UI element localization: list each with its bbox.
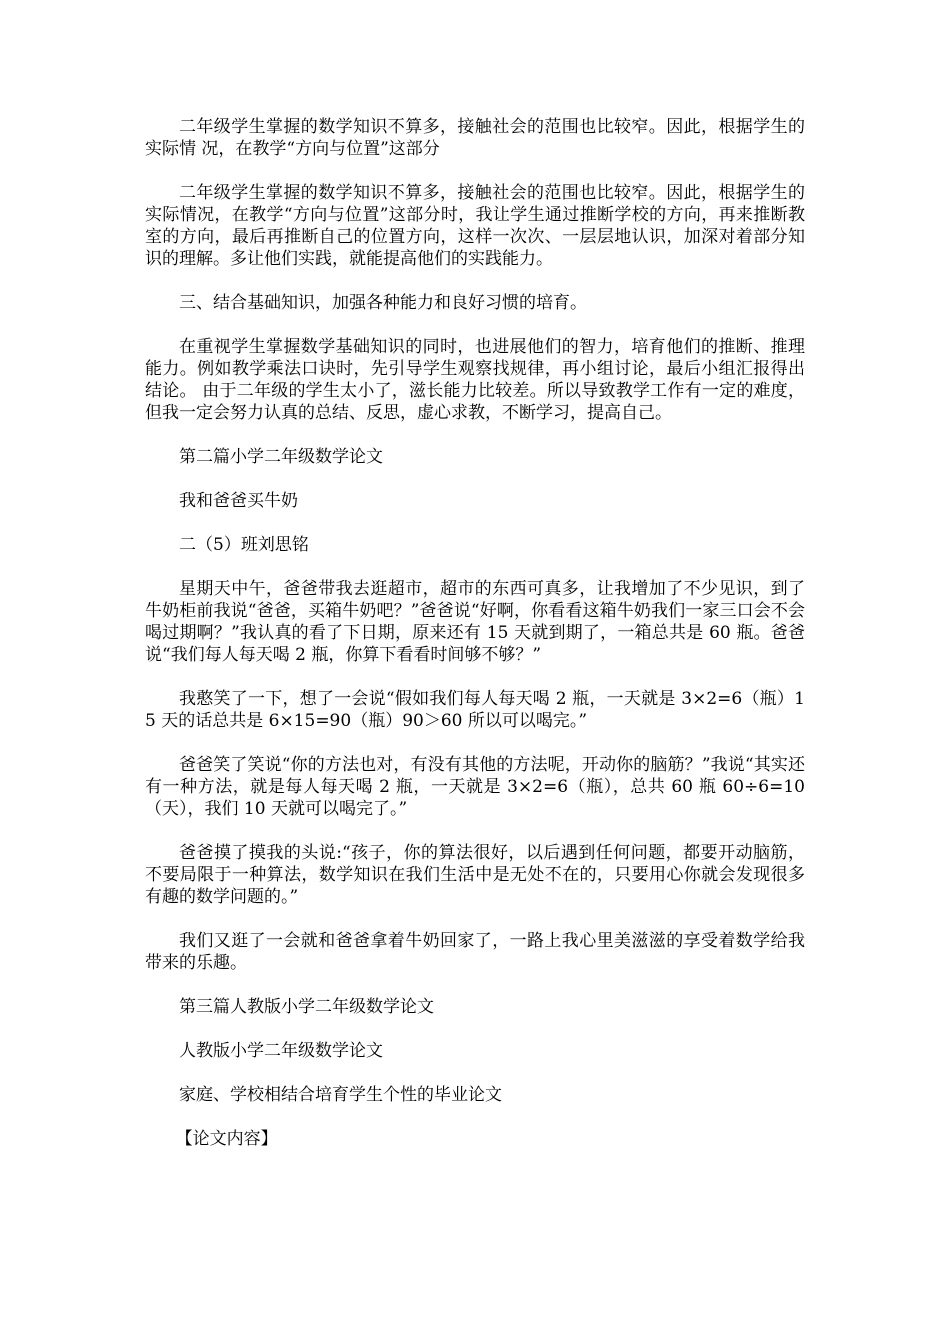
- article-three-subtitle: 人教版小学二年级数学论文: [179, 1041, 383, 1061]
- paragraph-second-method: 爸爸笑了笑说“你的方法也对，有没有其他的方法呢，开动你的脑筋？”我说“其实还有一种方法，就是每人每天喝 2 瓶，一天就是 3×2=6（瓶），总共 60 瓶 60÷6=10（天），我们 10 天就可以喝完了。”: [145, 755, 805, 819]
- paragraph-first-method: 我憨笑了一下，想了一会说“假如我们每人每天喝 2 瓶，一天就是 3×2=6（瓶）15 天的话总共是 6×15=90（瓶）90＞60 所以可以喝完。”: [145, 689, 805, 731]
- paragraph-basic-knowledge: 在重视学生掌握数学基础知识的同时，也进展他们的智力，培育他们的推断、推理能力。例如教学乘法口诀时，先引导学生观察找规律，再小组讨论，最后小组汇报得出结论。 由于二年级的学生太小了，滋长能力比较差。所以导致教学工作有一定的难度，但我一定会努力认真的总结、反思，虚心求教，不断学习，提高自己。: [145, 337, 805, 423]
- essay-author: 二（5）班刘思铭: [179, 535, 309, 555]
- thesis-content-heading: 【论文内容】: [175, 1129, 278, 1149]
- paragraph-father-praise: 爸爸摸了摸我的头说:“孩子，你的算法很好，以后遇到任何问题，都要开动脑筋，不要局限于一种算法，数学知识在我们生活中是无处不在的，只要用心你就会发现很多有趣的数学问题的。”: [145, 843, 805, 907]
- section-heading-three: 三、结合基础知识，加强各种能力和良好习惯的培育。: [179, 293, 587, 313]
- article-two-title: 第二篇小学二年级数学论文: [179, 447, 383, 467]
- paragraph-direction-position: 二年级学生掌握的数学知识不算多，接触社会的范围也比较窄。因此，根据学生的实际情况，在教学“方向与位置”这部分时，我让学生通过推断学校的方向，再来推断教室的方向，最后再推断自己的位置方向，这样一次次、一层层地认识，加深对着部分知识的理解。多让他们实践，就能提高他们的实践能力。: [145, 183, 805, 269]
- thesis-title: 家庭、学校相结合培育学生个性的毕业论文: [179, 1085, 502, 1105]
- paragraph-going-home: 我们又逛了一会就和爸爸拿着牛奶回家了，一路上我心里美滋滋的享受着数学给我带来的乐趣。: [145, 931, 805, 973]
- article-three-title: 第三篇人教版小学二年级数学论文: [179, 997, 434, 1017]
- paragraph-intro-fragment: 二年级学生掌握的数学知识不算多，接触社会的范围也比较窄。因此，根据学生的实际情 况，在教学“方向与位置”这部分: [145, 117, 805, 159]
- essay-title: 我和爸爸买牛奶: [179, 491, 298, 511]
- paragraph-supermarket: 星期天中午，爸爸带我去逛超市，超市的东西可真多，让我增加了不少见识，到了牛奶柜前我说“爸爸，买箱牛奶吧？”爸爸说“好啊，你看看这箱牛奶我们一家三口会不会喝过期啊？”我认真的看了下日期，原来还有 15 天就到期了，一箱总共是 60 瓶。爸爸说“我们每人每天喝 2 瓶，你算下看看时间够不够？”: [145, 579, 805, 665]
- document-body: [145, 116, 805, 1172]
